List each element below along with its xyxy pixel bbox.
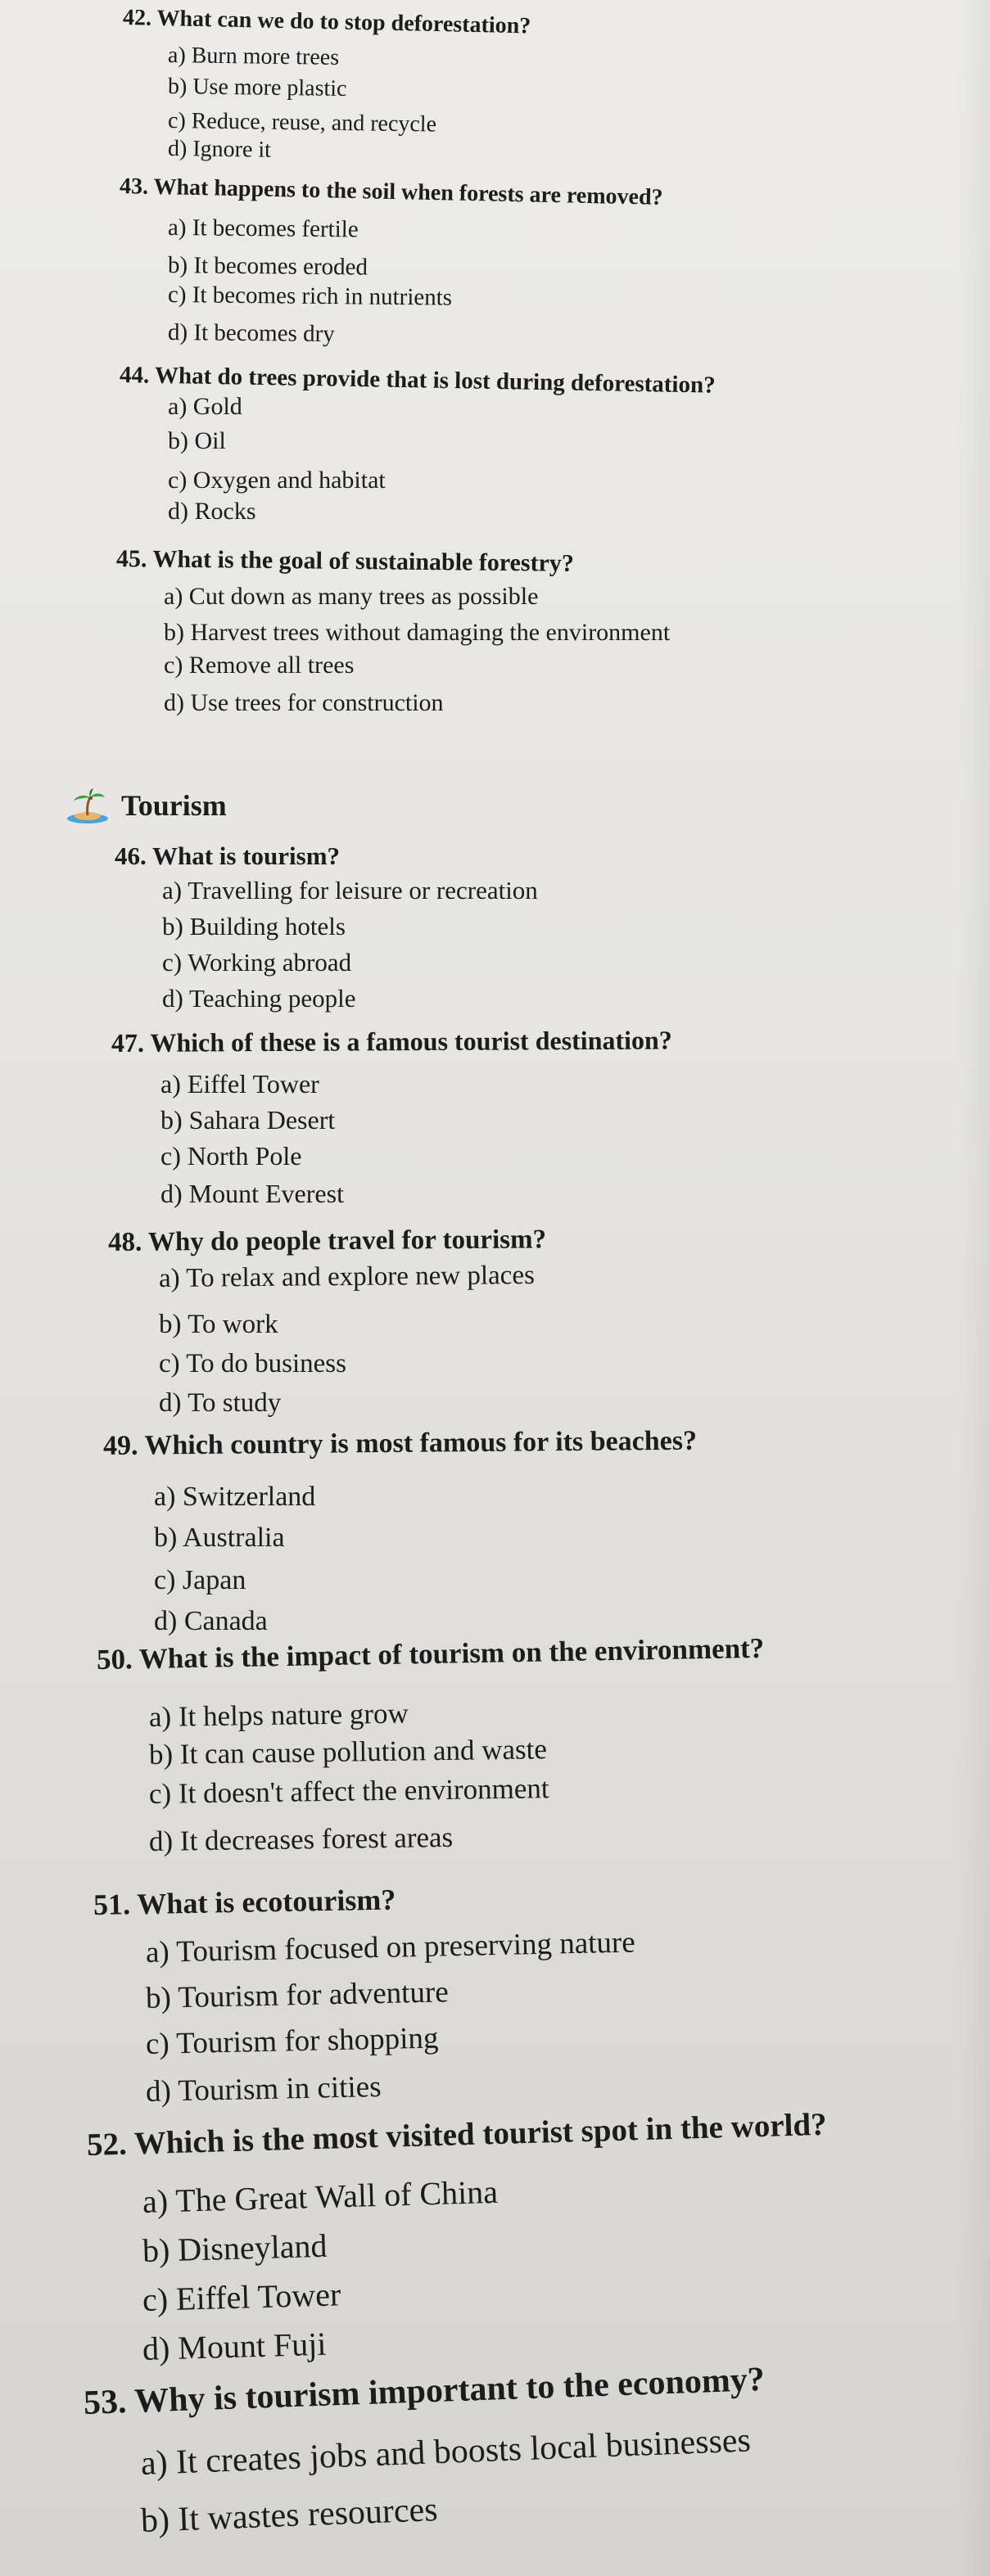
question-text [116,545,574,578]
option-c: c) Working abroad [162,948,352,977]
option-c: c) North Pole [160,1141,302,1171]
option-d: d) Canada [154,1606,268,1636]
question-text [86,2106,827,2163]
question-text [123,5,531,39]
option-b: b) It can cause pollution and waste [148,1733,548,1771]
option-a: a) The Great Wall of China [142,2172,499,2220]
option-d: d) Use trees for construction [164,689,444,716]
option-a: a) It becomes fertile [167,214,359,243]
question-title: Which country is most famous for its beaches? [144,1425,698,1461]
option-b: b) To work [159,1310,278,1339]
option-c: c) Oxygen and habitat [168,467,386,494]
question-number: 42. [122,5,152,31]
option-a: a) Gold [168,393,242,420]
question-number: 53. [83,2383,128,2422]
question-title: What is the goal of sustainable forestry? [152,545,575,577]
option-b: b) Building hotels [162,912,346,941]
option-d: d) Mount Fuji [142,2325,328,2367]
desert-island-icon [66,787,110,823]
question-number: 49. [102,1430,138,1461]
option-d: d) It decreases forest areas [148,1820,454,1857]
option-c: c) Tourism for shopping [145,2021,439,2061]
option-b: b) Harvest trees without damaging the environment [164,619,671,646]
section-heading-tourism [66,787,227,823]
option-d: d) Tourism in cities [145,2069,382,2109]
option-d: d) Rocks [168,498,256,525]
option-b: b) Australia [154,1523,285,1553]
option-c: c) Remove all trees [164,652,355,679]
option-b: b) Sahara Desert [160,1105,336,1135]
question-text [83,2360,765,2423]
question-number: 44. [119,362,150,389]
question-text [111,1025,672,1058]
question-title: What is ecotourism? [137,1883,396,1921]
option-d: d) Teaching people [162,984,356,1013]
option-c: c) Japan [154,1565,246,1595]
option-a: a) Eiffel Tower [160,1069,319,1099]
question-text [93,1883,396,1922]
option-c: c) It doesn't affect the environment [148,1772,549,1810]
option-a: a) It creates jobs and boosts local businesses [140,2421,752,2483]
question-title: Which of these is a famous tourist destination? [150,1025,672,1058]
question-number: 45. [115,545,147,573]
question-number: 50. [96,1643,133,1676]
option-a: a) Cut down as many trees as possible [164,583,539,610]
option-a: a) To relax and explore new places [158,1260,536,1293]
option-a: a) Tourism focused on preserving nature [145,1925,636,1969]
question-title: Why is tourism important to the economy? [133,2360,766,2420]
question-title: What happens to the soil when forests are removed? [153,174,663,210]
question-number: 43. [119,174,149,200]
question-number: 48. [107,1227,142,1257]
question-number: 47. [111,1027,145,1058]
option-c: c) Eiffel Tower [142,2276,341,2318]
option-b: b) Oil [168,427,226,454]
option-b: b) Tourism for adventure [145,1975,450,2015]
question-text [97,1632,765,1676]
option-a: a) Travelling for leisure or recreation [162,876,538,905]
option-a: a) It helps nature grow [148,1697,409,1733]
question-text [108,1225,546,1258]
section-title: Tourism [121,789,227,822]
question-title: What is tourism? [151,841,341,870]
page-edge-shadow [957,0,990,2576]
option-c: c) To do business [159,1349,346,1378]
option-b: b) It becomes eroded [167,252,368,281]
option-a: a) Burn more trees [167,43,340,70]
option-b: b) Use more plastic [167,74,347,102]
option-b: b) It wastes resources [140,2491,439,2540]
question-text [120,174,663,211]
option-d: d) To study [159,1388,282,1418]
question-title: Which is the most visited tourist spot in the world? [133,2106,828,2162]
question-title: Why do people travel for tourism? [147,1225,547,1257]
option-d: d) Ignore it [167,136,272,163]
question-text [115,841,340,871]
question-number: 51. [93,1888,131,1921]
question-title: What is the impact of tourism on the environment? [138,1631,765,1676]
option-b: b) Disneyland [142,2226,328,2269]
option-d: d) Mount Everest [160,1179,344,1208]
question-title: What do trees provide that is lost during deforestation? [154,362,716,399]
option-a: a) Switzerland [154,1482,316,1512]
option-c: c) It becomes rich in nutrients [167,282,453,311]
option-d: d) It becomes dry [167,319,335,348]
option-c: c) Reduce, reuse, and recycle [167,108,437,138]
question-number: 46. [115,841,147,870]
question-text [103,1426,697,1462]
question-number: 52. [86,2126,128,2163]
question-title: What can we do to stop deforestation? [156,5,531,39]
